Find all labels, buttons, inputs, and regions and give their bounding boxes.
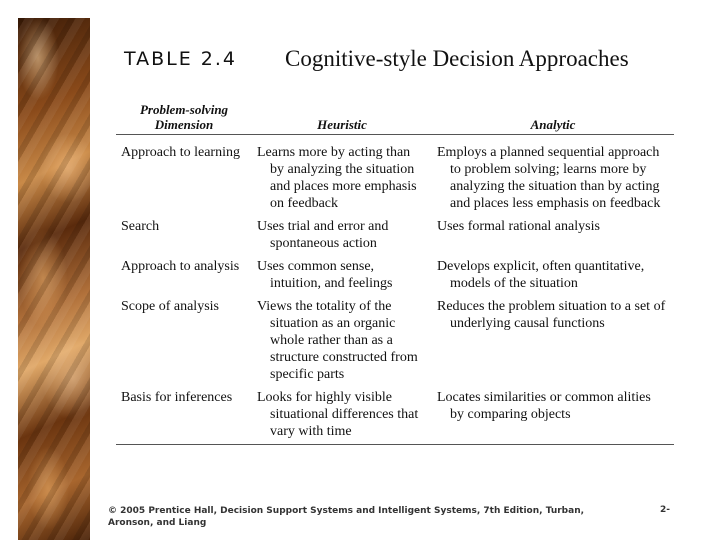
row-analytic: [432, 294, 674, 385]
row-analytic-text: Reduces the problem situation to a set of underlying causal functions: [437, 298, 666, 331]
decorative-wood-strip: [18, 18, 90, 540]
row-heuristic: [252, 385, 432, 445]
footer-line1: © 2005 Prentice Hall, Decision Support Systems and Intelligent Systems, 7th Edition, Turban,: [108, 506, 585, 516]
row-heuristic-text: Views the totality of the situation as an organic whole rather than as a structure constructed from specific parts: [257, 298, 418, 382]
row-heuristic-text: Looks for highly visible situational differences that vary with time: [257, 389, 419, 439]
row-analytic: [432, 385, 674, 445]
row-heuristic: [252, 254, 432, 294]
header-dimension: [116, 100, 252, 134]
row-dimension: Approach to analysis: [121, 258, 240, 274]
row-heuristic: [252, 214, 432, 254]
copyright-footer: [108, 505, 608, 529]
table-number: TABLE 2.4: [124, 48, 238, 70]
row-heuristic-text: Uses common sense, intuition, and feelings: [257, 258, 393, 291]
table-title: Cognitive-style Decision Approaches: [285, 46, 629, 71]
footer-line2: Aronson, and Liang: [108, 518, 207, 528]
row-dimension: Approach to learning: [121, 144, 240, 160]
row-analytic-text: Employs a planned sequential approach to problem solving; learns more by analyzing the situation than by acting and places less emphasis on feedback: [437, 144, 661, 211]
row-heuristic: [252, 294, 432, 385]
row-analytic: [432, 254, 674, 294]
table-row: [116, 294, 674, 385]
table-row: [116, 385, 674, 445]
header-dimension-line1: Problem-solving: [139, 101, 229, 117]
row-heuristic: [252, 134, 432, 214]
page-number: 2-: [660, 505, 670, 515]
row-analytic: [432, 214, 674, 254]
row-dimension: Search: [121, 218, 160, 234]
row-heuristic-text: Learns more by acting than by analyzing the situation and places more emphasis on feedback: [257, 144, 417, 211]
row-heuristic-text: Uses trial and error and spontaneous action: [257, 218, 389, 251]
row-analytic-text: Locates similarities or common alities by comparing objects: [437, 389, 651, 422]
header-dimension-line2: Dimension: [154, 116, 214, 132]
row-dimension: Basis for inferences: [116, 385, 252, 445]
row-analytic-text: Develops explicit, often quantitative, models of the situation: [437, 258, 645, 291]
cognitive-style-table: [116, 100, 674, 445]
table-row: [116, 134, 674, 214]
header-analytic: Analytic: [432, 100, 674, 134]
table-header-row: [116, 100, 674, 134]
row-analytic: [432, 134, 674, 214]
table-row: [116, 254, 674, 294]
row-analytic-text: Uses formal rational analysis: [437, 218, 600, 234]
header-heuristic: Heuristic: [252, 100, 432, 134]
table-row: [116, 214, 674, 254]
row-dimension: Scope of analysis: [121, 298, 219, 314]
